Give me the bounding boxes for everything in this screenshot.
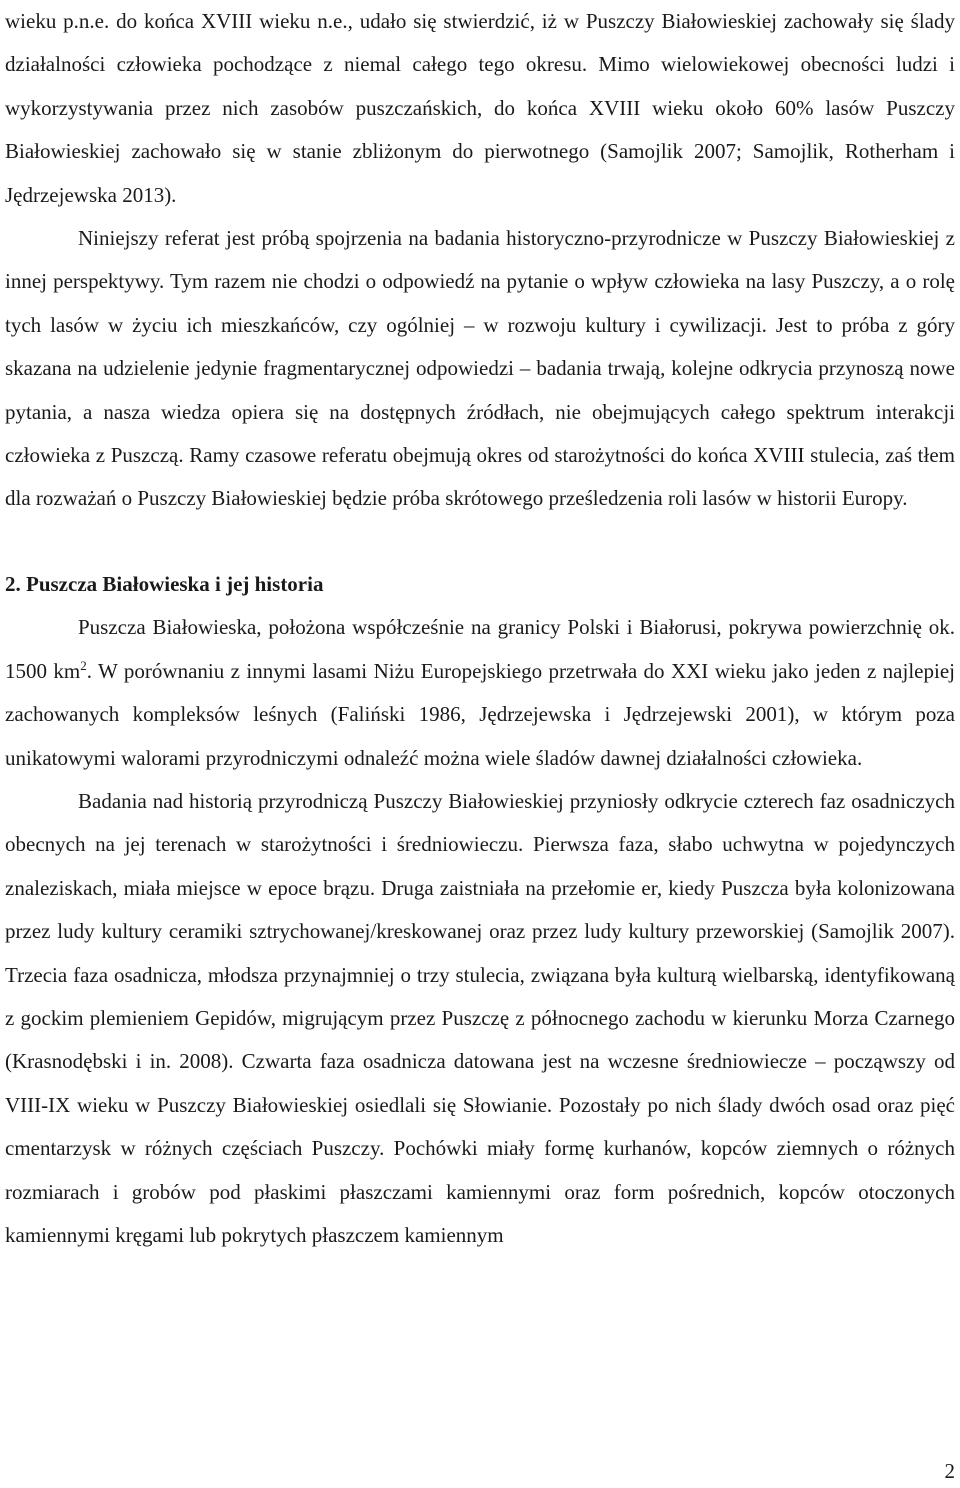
paragraph-puszcza-location (5, 606, 955, 780)
document-page (5, 0, 955, 1257)
paragraph-referat-scope: Niniejszy referat jest próbą spojrzenia na badania historyczno-przyrodnicze w Puszczy Białowieskiej z innej perspektywy. Tym razem nie chodzi o odpowiedź na pytanie o wpływ człowieka na lasy Puszczy, a o rolę tych lasów w życiu ich mieszkańców, czy ogólniej – w rozwoju kultury i cywilizacji. Jest to próba z góry skazana na udzielenie jedynie fragmentarycznej odpowiedzi – badania trwają, kolejne odkrycia przynoszą nowe pytania, a nasza wiedza opiera się na dostępnych źródłach, nie obejmujących całego spektrum interakcji człowieka z Puszczą. Ramy czasowe referatu obejmują okres od starożytności do końca XVIII stulecia, zaś tłem dla rozważań o Puszczy Białowieskiej będzie próba skrótowego prześledzenia roli lasów w historii Europy. (5, 226, 955, 511)
area-text: Puszcza Białowieska, położona współcześnie na granicy Polski i Białorusi, pokrywa powierzchnię ok. 1500 km (5, 615, 955, 683)
paragraph-settlement-phases: Badania nad historią przyrodniczą Puszczy Białowieskiej przyniosły odkrycie czterech faz osadniczych obecnych na jej terenach w starożytności i średniowieczu. Pierwsza faza, słabo uchwytna w pojedynczych znaleziskach, miała miejsce w epoce brązu. Druga zaistniała na przełomie er, kiedy Puszcza była kolonizowana przez ludy kultury ceramiki sztrychowanej/kreskowanej oraz przez ludy kultury przeworskiej (Samojlik 2007). Trzecia faza osadnicza, młodsza przynajmniej o trzy stulecia, związana była kulturą wielbarską, identyfikowaną z gockim plemieniem Gepidów, migrującym przez Puszczę z północnego zachodu w kierunku Morza Czarnego (Krasnodębski i in. 2008). Czwarta faza osadnicza datowana jest na wczesne średniowiecze – począwszy od VIII-IX wieku w Puszczy Białowieskiej osiedlali się Słowianie. Pozostały po nich ślady dwóch osad oraz pięć cmentarzysk w różnych częściach Puszczy. Pochówki miały formę kurhanów, kopców ziemnych o różnych rozmiarach i grobów pod płaskimi płaszczami kamiennymi oraz form pośrednich, kopców otoczonych kamiennymi kręgami lub pokrytych płaszczem kamiennym (5, 788, 955, 1247)
area-unit-exponent: 2 (80, 657, 87, 673)
page-number: 2 (944, 1459, 955, 1483)
comparison-text: . W porównaniu z innymi lasami Niżu Europejskiego przetrwała do XXI wieku jako jeden z najlepiej zachowanych kompleksów leśnych (Faliński 1986, Jędrzejewska i Jędrzejewski 2001), w którym poza unikatowymi walorami przyrodniczymi odnaleźć można wiele śladów dawnej działalności człowieka. (5, 658, 955, 770)
paragraph-continuation: wieku p.n.e. do końca XVIII wieku n.e., udało się stwierdzić, iż w Puszczy Białowieskiej zachowały się ślady działalności człowieka pochodzące z niemal całego tego okresu. Mimo wielowiekowej obecności ludzi i wykorzystywania przez nich zasobów puszczańskich, do końca XVIII wieku około 60% lasów Puszczy Białowieskiej zachowało się w stanie zbliżonym do pierwotnego (Samojlik 2007; Samojlik, Rotherham i Jędrzejewska 2013). (5, 9, 955, 207)
section-heading: 2. Puszcza Białowieska i jej historia (5, 571, 324, 596)
section-spacer (5, 521, 955, 563)
